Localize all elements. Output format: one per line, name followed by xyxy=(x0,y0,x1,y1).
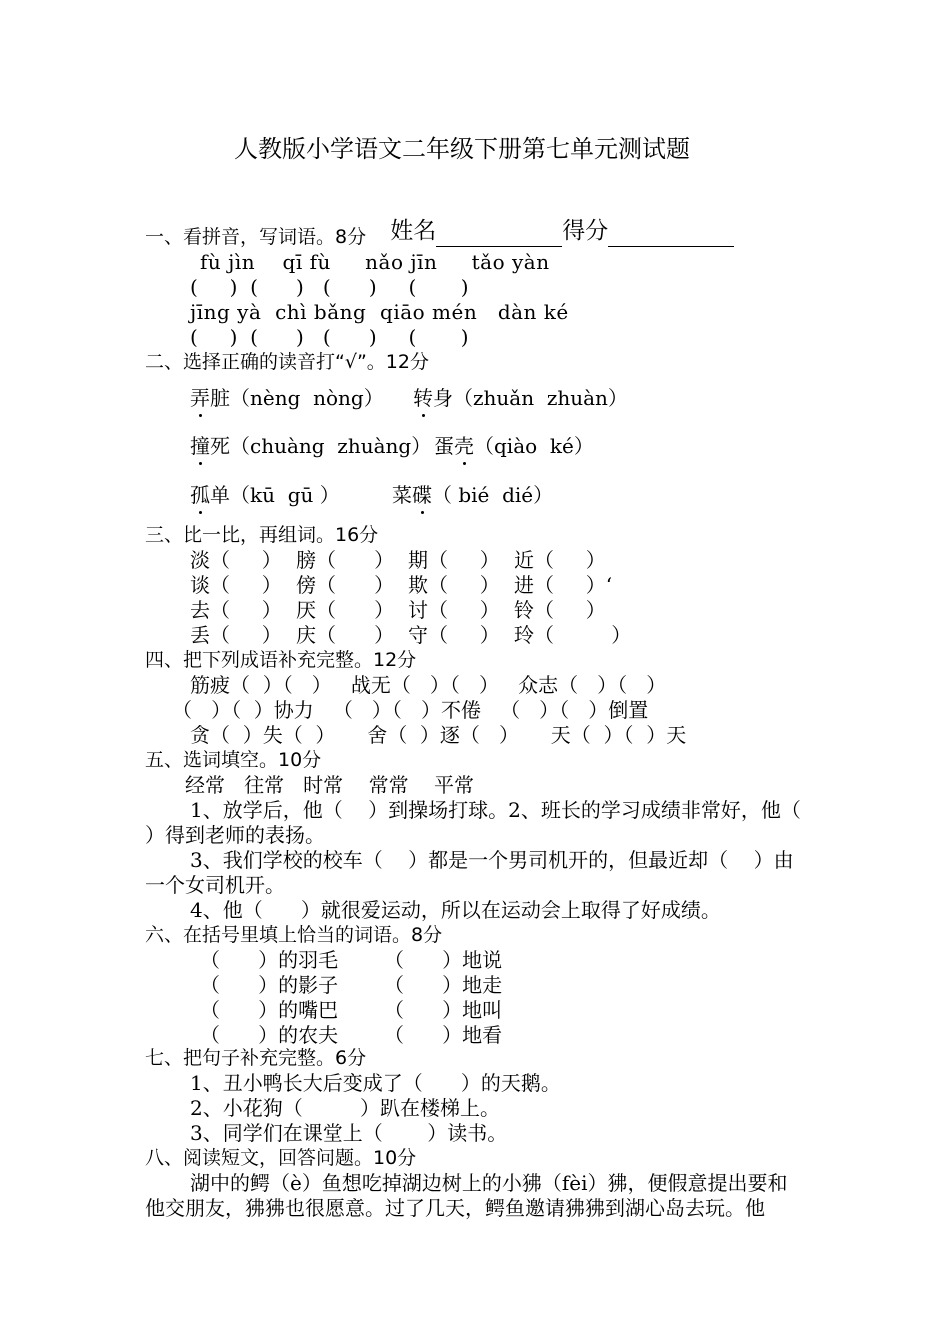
name-blank[interactable] xyxy=(436,224,562,247)
compare-item[interactable]: 傍（ ） xyxy=(296,573,395,597)
phrase-item[interactable]: （ ）的羽毛 xyxy=(200,948,339,972)
pronunciation-item[interactable]: 转身（zhuǎn zhuàn） xyxy=(413,386,628,410)
phrase-item[interactable]: （ ）的嘴巴 xyxy=(200,998,339,1022)
section-3-heading: 三、比一比，再组词。16分 xyxy=(145,524,379,546)
sentence-item[interactable]: 3、同学们在课堂上（ ）读书。 xyxy=(190,1121,508,1145)
marked-character: 碟 xyxy=(412,483,432,507)
answer-blanks-row-1[interactable]: ( ) ( ) ( ) ( ) xyxy=(190,275,469,299)
score-label: 得分 xyxy=(562,218,609,244)
pronunciation-item[interactable]: 撞死（chuàng zhuàng） xyxy=(190,434,432,458)
section-8-heading: 八、阅读短文，回答问题。10分 xyxy=(145,1147,417,1169)
compare-item[interactable]: 膀（ ） xyxy=(296,548,395,572)
compare-item[interactable]: 淡（ ） xyxy=(190,548,282,572)
pronunciation-item[interactable]: 蛋壳（qiào ké） xyxy=(434,434,594,458)
word-choices: 经常 往常 时常 常常 平常 xyxy=(185,773,475,797)
fill-question[interactable]: 1、放学后，他（ ）到操场打球。2、班长的学习成绩非常好，他（ xyxy=(190,798,801,822)
pinyin-choices: （zhuǎn zhuàn） xyxy=(453,386,628,410)
pinyin-choices: （nèng nòng） xyxy=(230,386,384,410)
compare-item[interactable]: 庆（ ） xyxy=(296,623,395,647)
pronunciation-item[interactable]: 弄脏（nèng nòng） xyxy=(190,386,384,410)
compare-item[interactable]: 进（ ）‘ xyxy=(514,573,613,597)
phrase-item[interactable]: （ ）的影子 xyxy=(200,973,339,997)
pinyin-choices: （qiào ké） xyxy=(474,434,594,458)
compare-item[interactable]: 去（ ） xyxy=(190,598,282,622)
section-4-heading: 四、把下列成语补充完整。12分 xyxy=(145,649,417,671)
phrase-item[interactable]: （ ）地看 xyxy=(384,1023,503,1047)
compare-item[interactable]: 谈（ ） xyxy=(190,573,282,597)
sentence-item[interactable]: 2、小花狗（ ）趴在楼梯上。 xyxy=(190,1096,500,1120)
phrase-item[interactable]: （ ）地叫 xyxy=(384,998,503,1022)
reading-passage-line: 湖中的鳄（è）鱼想吃掉湖边树上的小狒（fèi）狒，便假意提出要和 xyxy=(190,1171,788,1195)
compare-item[interactable]: 期（ ） xyxy=(408,548,500,572)
pronunciation-item[interactable]: 孤单（kū gū ） xyxy=(190,483,340,507)
section-1-heading: 一、看拼音，写词语。8分 xyxy=(145,226,367,248)
name-label: 姓名 xyxy=(390,218,437,244)
pronunciation-item[interactable]: 菜碟（ bié dié） xyxy=(392,483,554,507)
marked-character: 孤 xyxy=(190,483,210,507)
fill-question-continued[interactable]: ）得到老师的表扬。 xyxy=(145,823,325,847)
section-6-heading: 六、在括号里填上恰当的词语。8分 xyxy=(145,924,443,946)
marked-character: 转 xyxy=(413,386,433,410)
marked-character: 撞 xyxy=(190,434,210,458)
compare-item[interactable]: 厌（ ） xyxy=(296,598,395,622)
phrase-item[interactable]: （ ）地走 xyxy=(384,973,503,997)
sentence-item[interactable]: 1、丑小鸭长大后变成了（ ）的天鹅。 xyxy=(190,1071,561,1095)
section-5-heading: 五、选词填空。10分 xyxy=(145,749,322,771)
pinyin-row-2: jīng yà chì bǎng qiāo mén dàn ké xyxy=(190,300,569,324)
section-2-heading: 二、选择正确的读音打“√”。12分 xyxy=(145,351,429,373)
pinyin-choices: （chuàng zhuàng） xyxy=(230,434,432,458)
reading-passage-line: 他交朋友，狒狒也很愿意。过了几天，鳄鱼邀请狒狒到湖心岛去玩。他 xyxy=(145,1196,765,1220)
phrase-item[interactable]: （ ）的农夫 xyxy=(200,1023,339,1047)
compare-item[interactable]: 近（ ） xyxy=(514,548,606,572)
page-title: 人教版小学语文二年级下册第七单元测试题 xyxy=(234,135,690,163)
pinyin-row-1: fù jìn qī fù nǎo jīn tǎo yàn xyxy=(200,250,550,274)
answer-blanks-row-2[interactable]: ( ) ( ) ( ) ( ) xyxy=(190,325,469,349)
fill-question[interactable]: 4、他（ ）就很爱运动，所以在运动会上取得了好成绩。 xyxy=(190,898,721,922)
compare-item[interactable]: 丢（ ） xyxy=(190,623,282,647)
idiom-row[interactable]: 筋疲（ ）（ ） 战无（ ）（ ） 众志（ ）（ ） xyxy=(190,673,667,697)
idiom-row[interactable]: 贪（ ）失（ ） 舍（ ）逐（ ） 天（ ）（ ）天 xyxy=(190,723,687,747)
compare-item[interactable]: 讨（ ） xyxy=(408,598,500,622)
section-7-heading: 七、把句子补充完整。6分 xyxy=(145,1047,367,1069)
compare-item[interactable]: 玲（ ） xyxy=(514,623,632,647)
marked-character: 壳 xyxy=(454,434,474,458)
compare-item[interactable]: 守（ ） xyxy=(408,623,500,647)
fill-question[interactable]: 3、我们学校的校车（ ）都是一个男司机开的，但最近却（ ）由 xyxy=(190,848,794,872)
idiom-row[interactable]: （ ）（ ）协力 （ ）（ ）不倦 （ ）（ ）倒置 xyxy=(172,698,649,722)
phrase-item[interactable]: （ ）地说 xyxy=(384,948,503,972)
marked-character: 弄 xyxy=(190,386,210,410)
pinyin-choices: （kū gū ） xyxy=(230,483,340,507)
compare-item[interactable]: 铃（ ） xyxy=(514,598,606,622)
fill-question-continued[interactable]: 一个女司机开。 xyxy=(145,873,285,897)
pinyin-choices: （ bié dié） xyxy=(432,483,554,507)
compare-item[interactable]: 欺（ ） xyxy=(408,573,500,597)
score-blank[interactable] xyxy=(608,224,734,247)
